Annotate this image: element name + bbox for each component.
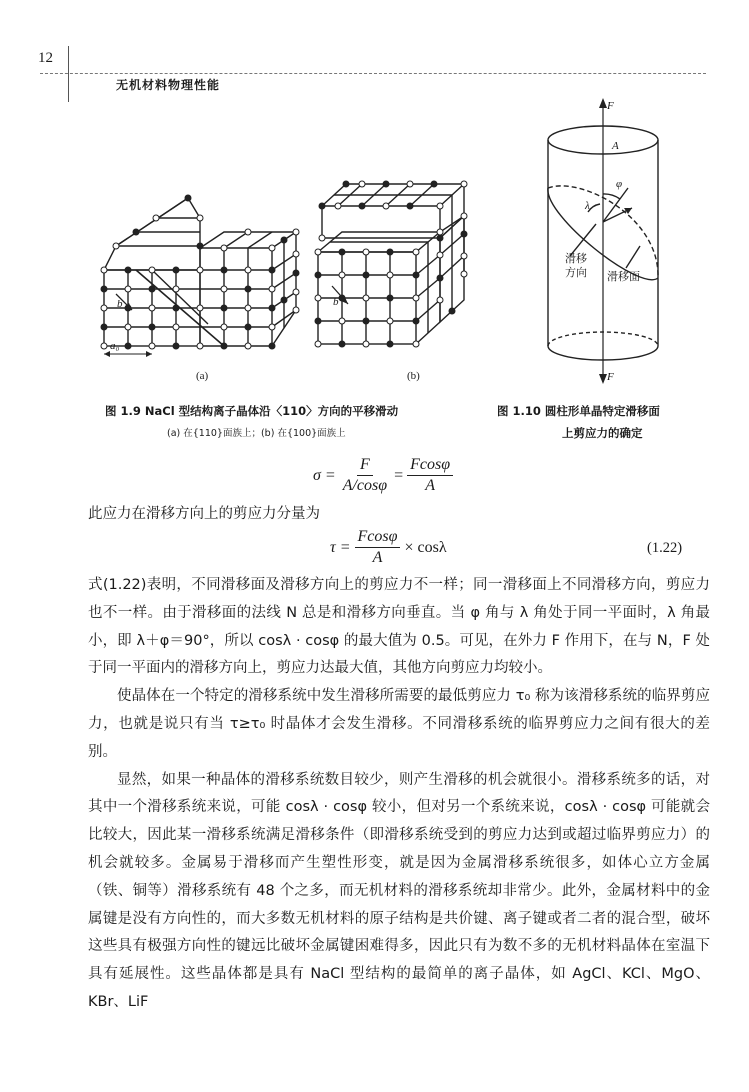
running-header: 无机材料物理性能 <box>112 76 224 93</box>
area-label: A <box>612 140 619 152</box>
header-rule <box>40 73 706 74</box>
burgers-label-a: b <box>117 298 123 310</box>
intro-line: 此应力在滑移方向上的剪应力分量为 <box>88 506 320 522</box>
figure-1-9-caption: 图 1.9 NaCl 型结构离子晶体沿〈110〉方向的平移滑动 <box>105 404 399 418</box>
page-number: 12 <box>38 50 53 66</box>
equation-tau <box>330 528 447 568</box>
figure-1-9a-label: (a) <box>196 370 209 382</box>
force-bottom-label: F <box>607 371 614 383</box>
eq1-fraction-1: $\frac{F}{A/\cos\varphi}$ <box>342 456 388 495</box>
figure-1-10-caption-line2: 上剪应力的确定 <box>562 426 643 440</box>
equation-sigma <box>313 456 457 496</box>
slip-direction-label-2: 方向 <box>565 266 587 279</box>
slip-direction-label-1: 滑移 <box>565 252 587 265</box>
paragraph-1: 式(1.22)表明，不同滑移面及滑移方向上的剪应力不一样；同一滑移面上不同滑移方向，剪应力也不一样。由于滑移面的法线 N 总是和滑移方向垂直。当 φ 角与 λ 角处于同一平面时，λ 角最小，即 λ＋φ＝90°，所以 cosλ · cosφ 的最大值为 0.5。可见，在外力 F 作用下，在与 N，F 处于同一平面内的滑移方向上，剪应力达最大值，其他方向剪应力均较小。 <box>88 577 710 677</box>
eq2-rhs: × cosλ <box>404 538 447 556</box>
header-vertical-rule <box>68 46 69 102</box>
eq2-fraction: $\frac{Fcos\varphi}{A}$ <box>355 528 401 568</box>
figure-1-9-subcaption: (a) 在{110}面族上；(b) 在{100}面族上 <box>167 428 346 439</box>
eq1-fraction-2: $\frac{Fcos\varphi}{A}$ <box>407 456 453 496</box>
burgers-label-b: b <box>333 296 339 308</box>
lambda-label: λ <box>585 200 590 212</box>
eq1-equals: = <box>394 466 404 484</box>
figure-1-9b-label: (b) <box>407 370 420 382</box>
equation-number: (1.22) <box>647 540 683 556</box>
figure-1-9a-crystal <box>96 188 308 364</box>
phi-label: φ <box>616 178 623 190</box>
a0-label: a₀ <box>110 340 120 352</box>
figure-1-9b-crystal <box>314 176 474 366</box>
figure-1-10-cylinder <box>540 96 670 386</box>
eq2-lhs: τ = <box>330 538 351 556</box>
slip-plane-label: 滑移面 <box>607 270 640 283</box>
force-top-label: F <box>607 100 614 112</box>
paragraph-3: 显然，如果一种晶体的滑移系统数目较少，则产生滑移的机会就很小。滑移系统多的话，对其中一个滑移系统来说，可能 cosλ · cosφ 较小，但对另一个系统来说，cosλ · cosφ 可能就会比较大，因此某一滑移系统满足滑移条件（即滑移系统受到的剪应力达到或超过临界剪应力）的机会就较多。金属易于滑移而产生塑性形变，就是因为金属滑移系统很多，如体心立方金属（铁、铜等）滑移系统有 48 个之多，而无机材料的滑移系统却非常少。此外，金属材料中的金属键是没有方向性的，而大多数无机材料的原子结构是共价键、离子键或者二者的混合型，破坏这些具有极强方向性的键远比破坏金属键困难得多，因此只有为数不多的无机材料晶体在室温下具有延展性。这些晶体都是具有 NaCl 型结构的最简单的离子晶体，如 AgCl、KCl、MgO、KBr、LiF <box>88 771 710 1010</box>
eq1-lhs: σ = <box>313 466 336 484</box>
body-text <box>88 572 710 1017</box>
paragraph-2: 使晶体在一个特定的滑移系统中发生滑移所需要的最低剪应力 τ₀ 称为该滑移系统的临界剪应力，也就是说只有当 τ≥τ₀ 时晶体才会发生滑移。不同滑移系统的临界剪应力之间有很大的差别。 <box>88 688 710 760</box>
figure-1-10-caption-line1: 图 1.10 圆柱形单晶特定滑移面 <box>497 404 660 418</box>
